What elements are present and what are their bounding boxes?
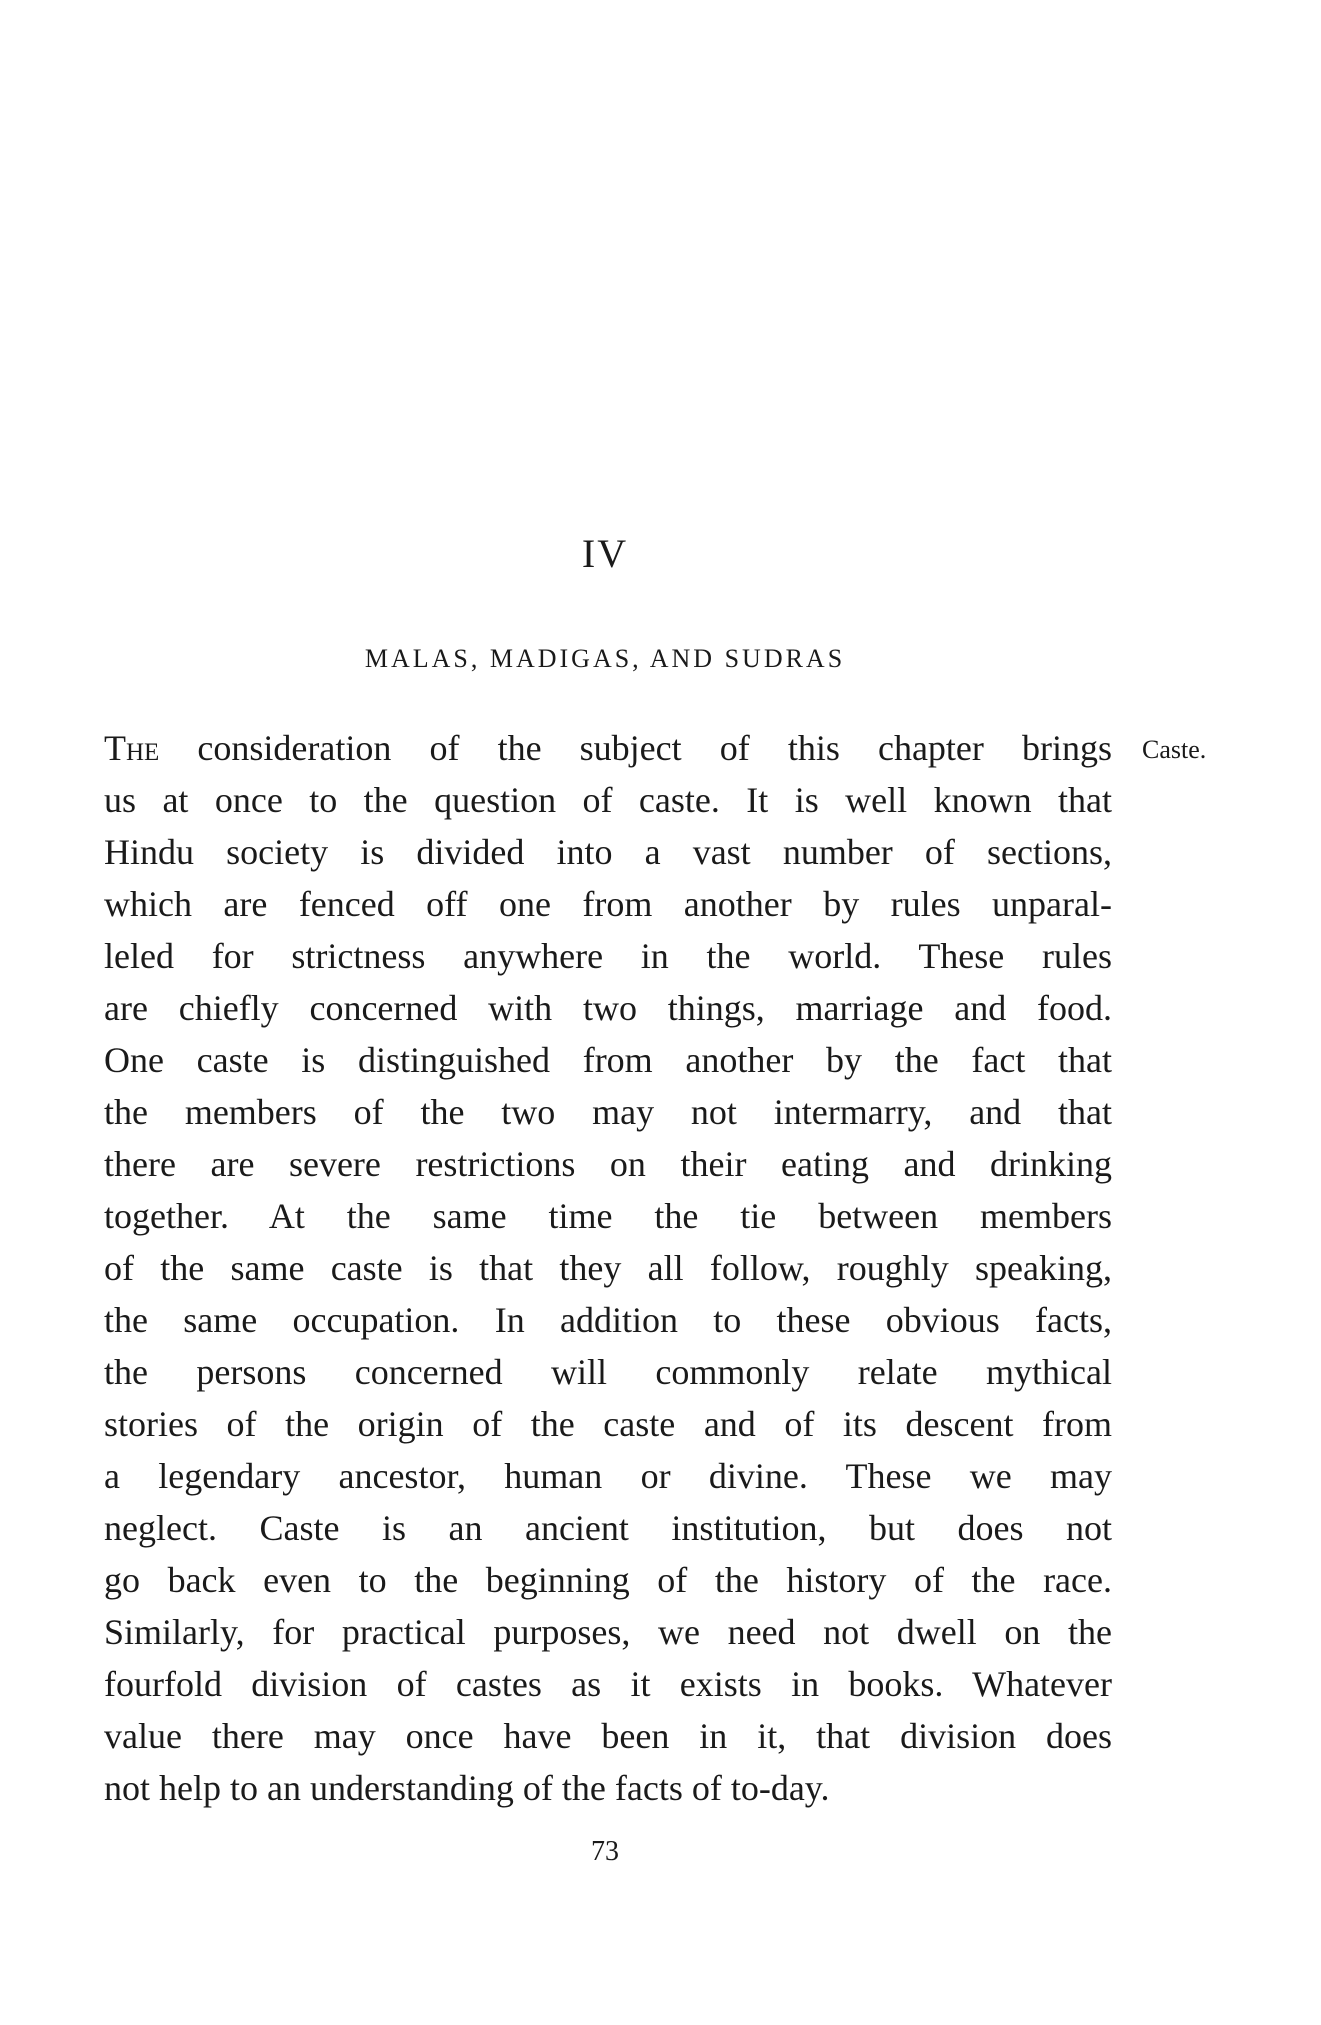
text-line: The consideration of the subject of this chapter brings — [104, 728, 1112, 768]
text-line: of the same caste is that they all follow, roughly speaking, — [104, 1248, 1112, 1288]
text-line: value there may once have been in it, that division does — [104, 1716, 1112, 1756]
text-line: a legendary ancestor, human or divine. These we may — [104, 1456, 1112, 1496]
body-paragraph — [104, 722, 1112, 1814]
text-line: the same occupation. In addition to these obvious facts, — [104, 1300, 1112, 1340]
text-line: not help to an understanding of the facts of to-day. — [104, 1768, 830, 1808]
text-line: fourfold division of castes as it exists in books. Whatever — [104, 1664, 1112, 1704]
text-line: leled for strictness anywhere in the world. These rules — [104, 936, 1112, 976]
text-line: go back even to the beginning of the history of the race. — [104, 1560, 1112, 1600]
text-line: which are fenced off one from another by rules unparal- — [104, 884, 1112, 924]
text-line: us at once to the question of caste. It is well known that — [104, 780, 1112, 820]
chapter-title: MALAS, MADIGAS, AND SUDRAS — [364, 644, 846, 673]
page-number: 73 — [591, 1836, 619, 1867]
margin-note: Caste. — [1142, 735, 1207, 764]
text-line: stories of the origin of the caste and of its descent from — [104, 1404, 1112, 1444]
first-word: The — [104, 728, 160, 768]
text-line: there are severe restrictions on their eating and drinking — [104, 1144, 1112, 1184]
text-line: together. At the same time the tie between members — [104, 1196, 1112, 1236]
text-line: One caste is distinguished from another by the fact that — [104, 1040, 1112, 1080]
text-line: neglect. Caste is an ancient institution, but does not — [104, 1508, 1112, 1548]
chapter-number: IV — [581, 531, 629, 576]
text-line: Similarly, for practical purposes, we need not dwell on the — [104, 1612, 1112, 1652]
text-line: the persons concerned will commonly relate mythical — [104, 1352, 1112, 1392]
text-line: are chiefly concerned with two things, marriage and food. — [104, 988, 1112, 1028]
text-line: the members of the two may not intermarry, and that — [104, 1092, 1112, 1132]
text-line: Hindu society is divided into a vast number of sections, — [104, 832, 1112, 872]
